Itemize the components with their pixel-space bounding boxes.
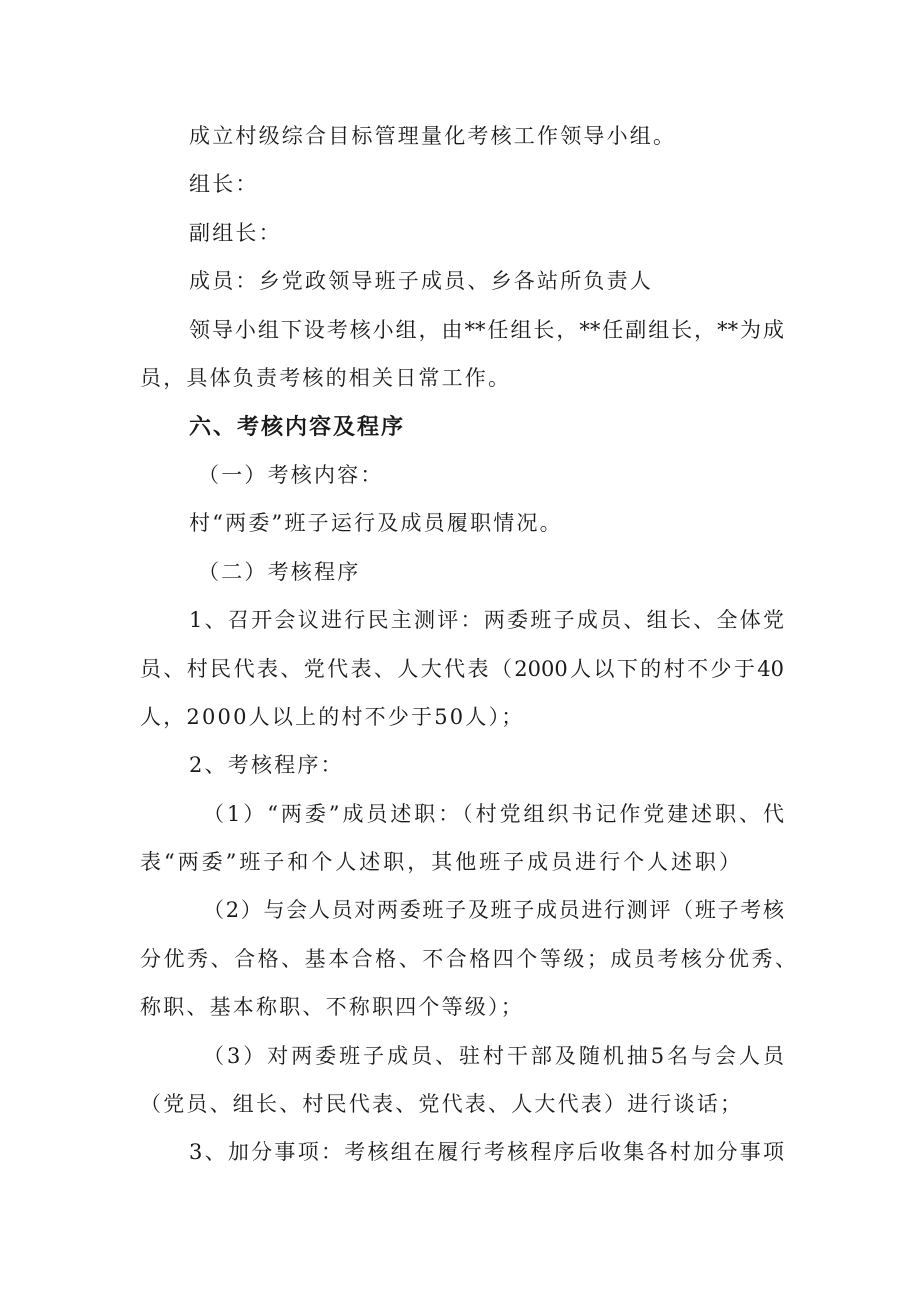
paragraph-leadership-group: 成立村级综合目标管理量化考核工作领导小组。 (189, 124, 677, 148)
paragraph-subitem2-line1: （2）与会人员对两委班子及班子成员进行测评（班子考核 (203, 898, 784, 922)
paragraph-assessment-team-line1: 领导小组下设考核小组，由**任组长，**任副组长，**为成 (189, 318, 784, 342)
paragraph-subitem2-line2: 分优秀、合格、基本合格、不合格四个等级；成员考核分优秀、 (140, 947, 796, 971)
line-assessment-content: 村“两委”班子运行及成员履职情况。 (189, 511, 563, 535)
paragraph-subitem2-line3: 称职、基本称职、不称职四个等级）； (140, 995, 524, 1019)
paragraph-assessment-team-line2: 员，具体负责考核的相关日常工作。 (140, 366, 512, 390)
paragraph-subitem1-line2: 表“两委”班子和个人述职，其他班子成员进行个人述职） (140, 850, 740, 874)
section-heading-six: 六、考核内容及程序 (189, 414, 406, 440)
paragraph-item1-line3: 人，2000人以上的村不少于50人）； (140, 705, 525, 729)
subheading-assessment-content: （一）考核内容： (198, 463, 384, 487)
line-deputy-leader: 副组长： (189, 221, 282, 245)
line-members: 成员：乡党政领导班子成员、乡各站所负责人 (189, 269, 653, 293)
line-group-leader: 组长： (189, 172, 259, 196)
paragraph-item1-line2: 员、村民代表、党代表、人大代表（2000人以下的村不少于40 (140, 657, 784, 681)
subheading-assessment-procedure: （二）考核程序 (198, 560, 361, 584)
paragraph-item1-line1: 1、召开会议进行民主测评：两委班子成员、组长、全体党 (189, 608, 784, 632)
paragraph-item3-line1: 3、加分事项：考核组在履行考核程序后收集各村加分事项 (189, 1140, 784, 1164)
paragraph-subitem1-line1: （1）“两委”成员述职：（村党组织书记作党建述职、代 (203, 802, 784, 826)
line-item2-heading: 2、考核程序： (189, 753, 344, 777)
paragraph-subitem3-line2: （党员、组长、村民代表、党代表、人大代表）进行谈话； (140, 1092, 744, 1116)
paragraph-subitem3-line1: （3）对两委班子成员、驻村干部及随机抽5名与会人员 (203, 1044, 784, 1068)
